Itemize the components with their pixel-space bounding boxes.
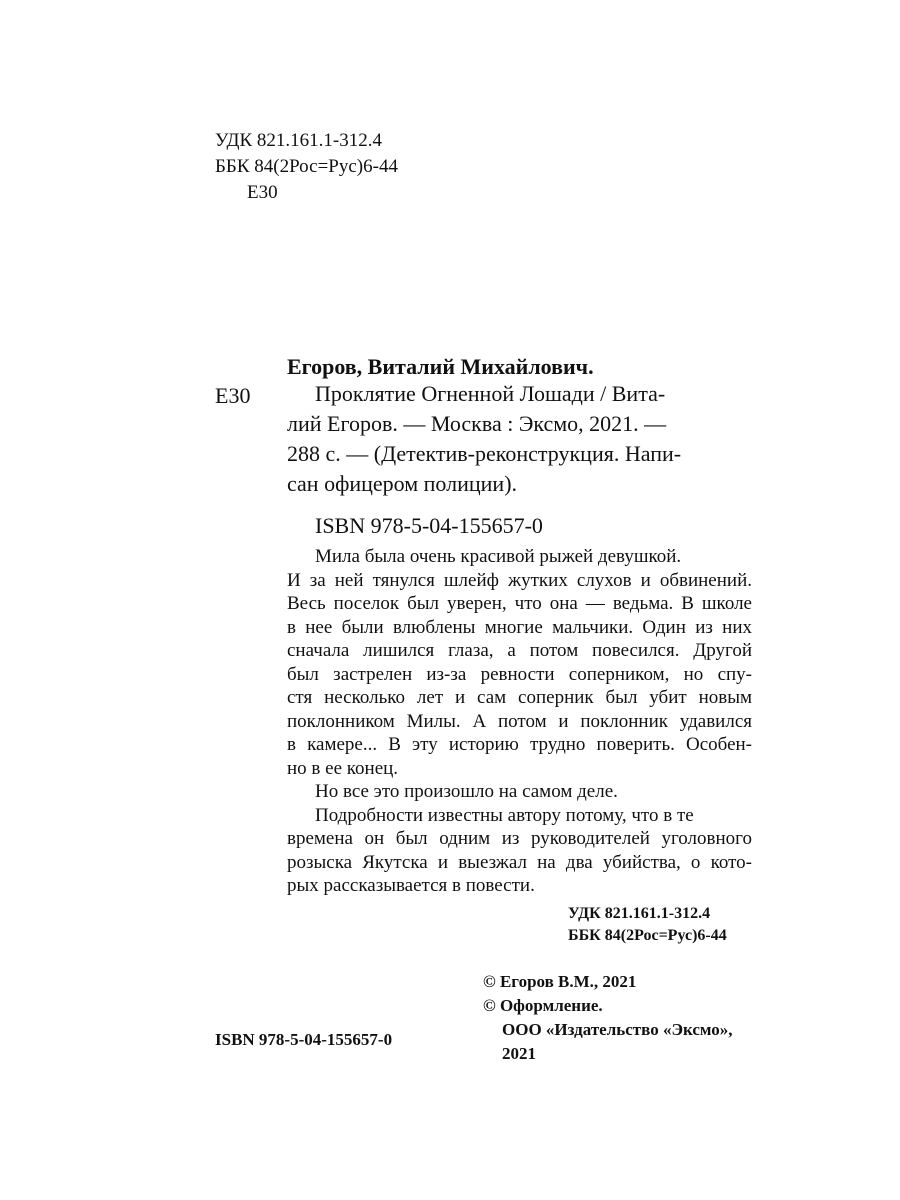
copyright-block	[483, 970, 733, 1066]
author-mark: Е30	[247, 182, 278, 203]
annotation-line: Весь поселок был уверен, что она — ведьма. В школе	[287, 593, 752, 614]
annotation-line: рых рассказывается в повести.	[287, 875, 535, 896]
bib-line: 288 с. — (Детектив-реконструкция. Напи-	[287, 441, 682, 466]
copyright-author: © Егоров В.М., 2021	[483, 972, 637, 991]
annotation-line: Подробности известны автору потому, что в те	[315, 804, 694, 826]
bib-line: Проклятие Огненной Лошади / Вита-	[315, 381, 666, 406]
annotation-line: в камере... В эту историю трудно поверить. Особен-	[287, 734, 752, 755]
annotation-line: И за ней тянулся шлейф жутких слухов и обвинений.	[287, 569, 752, 591]
copyright-year: 2021	[502, 1044, 536, 1063]
annotation-line: был застрелен из-за ревности соперником, но спу-	[287, 663, 752, 685]
annotation-line: в нее были влюблены многие мальчики. Один из них	[287, 616, 752, 638]
bbk-code: ББК 84(2Рос=Рус)6-44	[568, 927, 727, 944]
bottom-isbn: ISBN 978-5-04-155657-0	[215, 1030, 393, 1049]
bib-line: сан офицером полиции).	[287, 471, 518, 496]
annotation-line: времена он был одним из руководителей уголовного	[287, 828, 752, 849]
bibliographic-description	[287, 379, 757, 499]
udk-code: УДК 821.161.1-312.4	[568, 905, 711, 922]
annotation-line: Мила была очень красивой рыжей девушкой.	[315, 546, 682, 567]
bib-line: лий Егоров. — Москва : Эксмо, 2021. —	[287, 411, 667, 436]
classification-codes-bottom	[568, 903, 727, 947]
annotation-line: сначала лишился глаза, а потом повесился. Другой	[287, 640, 752, 661]
bbk-code: ББК 84(2Рос=Рус)6-44	[215, 156, 398, 177]
udk-code: УДК 821.161.1-312.4	[215, 130, 382, 151]
classification-codes-top	[215, 128, 398, 206]
catalog-author-mark: Е30	[215, 383, 251, 408]
copyright-design: © Оформление.	[483, 996, 603, 1015]
annotation-line: поклонником Милы. А потом и поклонник удавился	[287, 710, 752, 732]
catalog-isbn: ISBN 978-5-04-155657-0	[315, 513, 543, 538]
annotation-line: розыска Якутска и выезжал на два убийства, о кото-	[287, 851, 752, 873]
annotation	[287, 545, 752, 898]
copyright-publisher: ООО «Издательство «Эксмо»,	[502, 1020, 733, 1039]
annotation-line: стя несколько лет и сам соперник был убит новым	[287, 687, 752, 708]
annotation-line: но в ее конец.	[287, 757, 399, 779]
catalog-author: Егоров, Виталий Михайлович.	[287, 354, 594, 379]
annotation-line: Но все это произошло на самом деле.	[315, 781, 618, 802]
